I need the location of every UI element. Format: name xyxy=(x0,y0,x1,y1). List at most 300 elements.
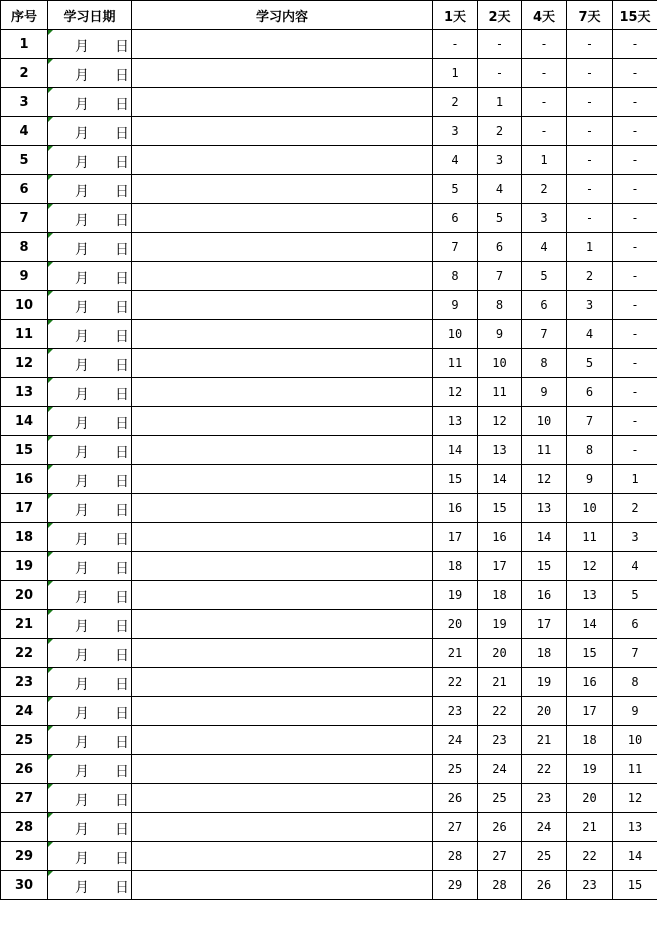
row-review-d7-cell[interactable]: 20 xyxy=(567,784,613,813)
row-review-d1-cell[interactable]: 23 xyxy=(433,697,478,726)
row-review-d7-cell[interactable]: 8 xyxy=(567,436,613,465)
row-content-cell[interactable] xyxy=(132,117,433,146)
row-seq-cell[interactable]: 11 xyxy=(1,320,48,349)
row-review-d1-cell[interactable]: 13 xyxy=(433,407,478,436)
row-review-d15-cell[interactable]: - xyxy=(613,233,657,262)
row-review-d15-cell[interactable]: - xyxy=(613,117,657,146)
row-review-d7-cell[interactable]: 2 xyxy=(567,262,613,291)
row-review-d2-cell[interactable]: 10 xyxy=(478,349,522,378)
row-review-d15-cell[interactable]: 11 xyxy=(613,755,657,784)
row-review-d7-cell[interactable]: - xyxy=(567,59,613,88)
row-review-d2-cell[interactable]: 24 xyxy=(478,755,522,784)
row-content-cell[interactable] xyxy=(132,30,433,59)
row-seq-cell[interactable]: 5 xyxy=(1,146,48,175)
row-seq-cell[interactable]: 19 xyxy=(1,552,48,581)
row-review-d1-cell[interactable]: 8 xyxy=(433,262,478,291)
row-review-d2-cell[interactable]: 28 xyxy=(478,871,522,900)
row-date-cell[interactable] xyxy=(48,407,132,436)
row-review-d4-cell[interactable]: - xyxy=(522,59,567,88)
header-day-2[interactable]: 2天 xyxy=(478,1,522,30)
row-review-d1-cell[interactable]: 17 xyxy=(433,523,478,552)
row-review-d4-cell[interactable]: - xyxy=(522,117,567,146)
comment-indicator-icon xyxy=(48,842,53,847)
comment-indicator-icon xyxy=(48,494,53,499)
row-review-d4-cell[interactable]: 10 xyxy=(522,407,567,436)
row-review-d1-cell[interactable]: 10 xyxy=(433,320,478,349)
row-date-cell[interactable] xyxy=(48,610,132,639)
row-review-d2-cell[interactable]: 22 xyxy=(478,697,522,726)
row-content-cell[interactable] xyxy=(132,233,433,262)
row-review-d4-cell[interactable]: 14 xyxy=(522,523,567,552)
row-review-d2-cell[interactable]: 3 xyxy=(478,146,522,175)
row-date-cell[interactable] xyxy=(48,465,132,494)
row-content-cell[interactable] xyxy=(132,581,433,610)
row-review-d1-cell[interactable]: 6 xyxy=(433,204,478,233)
row-review-d1-cell[interactable]: 25 xyxy=(433,755,478,784)
row-review-d7-cell[interactable]: 12 xyxy=(567,552,613,581)
row-review-d4-cell[interactable]: 20 xyxy=(522,697,567,726)
row-review-d1-cell[interactable]: 27 xyxy=(433,813,478,842)
row-content-cell[interactable] xyxy=(132,291,433,320)
row-review-d7-cell[interactable]: 13 xyxy=(567,581,613,610)
row-seq-cell[interactable]: 8 xyxy=(1,233,48,262)
table-row xyxy=(1,523,657,552)
row-review-d2-cell[interactable]: 11 xyxy=(478,378,522,407)
row-content-cell[interactable] xyxy=(132,204,433,233)
row-review-d7-cell[interactable]: 5 xyxy=(567,349,613,378)
row-review-d4-cell[interactable]: 12 xyxy=(522,465,567,494)
row-date-cell[interactable] xyxy=(48,117,132,146)
row-review-d4-cell[interactable]: 21 xyxy=(522,726,567,755)
row-review-d1-cell[interactable]: 16 xyxy=(433,494,478,523)
row-review-d1-cell[interactable]: 24 xyxy=(433,726,478,755)
row-review-d7-cell[interactable]: 21 xyxy=(567,813,613,842)
row-review-d7-cell[interactable]: - xyxy=(567,88,613,117)
row-seq-cell[interactable]: 4 xyxy=(1,117,48,146)
row-review-d1-cell[interactable]: 3 xyxy=(433,117,478,146)
row-review-d15-cell[interactable]: 2 xyxy=(613,494,657,523)
row-date-cell[interactable] xyxy=(48,88,132,117)
row-review-d7-cell[interactable]: 9 xyxy=(567,465,613,494)
row-review-d4-cell[interactable]: 24 xyxy=(522,813,567,842)
row-review-d1-cell[interactable]: 28 xyxy=(433,842,478,871)
row-review-d4-cell[interactable]: 25 xyxy=(522,842,567,871)
row-seq-cell[interactable]: 30 xyxy=(1,871,48,900)
row-review-d4-cell[interactable]: 7 xyxy=(522,320,567,349)
row-review-d7-cell[interactable]: 16 xyxy=(567,668,613,697)
row-review-d4-cell[interactable]: 1 xyxy=(522,146,567,175)
row-seq-cell[interactable]: 3 xyxy=(1,88,48,117)
row-date-cell[interactable] xyxy=(48,842,132,871)
day-label: 日 xyxy=(115,880,129,896)
row-date-cell[interactable] xyxy=(48,436,132,465)
row-review-d7-cell[interactable]: 19 xyxy=(567,755,613,784)
row-seq-cell[interactable]: 28 xyxy=(1,813,48,842)
row-review-d7-cell[interactable]: - xyxy=(567,30,613,59)
row-review-d15-cell[interactable]: 5 xyxy=(613,581,657,610)
row-seq-cell[interactable]: 18 xyxy=(1,523,48,552)
row-review-d4-cell[interactable]: 4 xyxy=(522,233,567,262)
row-review-d15-cell[interactable]: - xyxy=(613,30,657,59)
row-content-cell[interactable] xyxy=(132,494,433,523)
row-date-cell[interactable] xyxy=(48,233,132,262)
row-review-d1-cell[interactable]: 14 xyxy=(433,436,478,465)
row-review-d15-cell[interactable]: 7 xyxy=(613,639,657,668)
day-label: 日 xyxy=(115,329,129,345)
row-review-d1-cell[interactable]: 22 xyxy=(433,668,478,697)
row-seq-cell[interactable]: 6 xyxy=(1,175,48,204)
row-content-cell[interactable] xyxy=(132,349,433,378)
row-review-d2-cell[interactable]: 21 xyxy=(478,668,522,697)
row-content-cell[interactable] xyxy=(132,523,433,552)
table-row xyxy=(1,320,657,349)
row-review-d15-cell[interactable]: - xyxy=(613,320,657,349)
row-date-cell[interactable] xyxy=(48,262,132,291)
row-review-d15-cell[interactable]: 12 xyxy=(613,784,657,813)
day-label: 日 xyxy=(115,271,129,287)
row-seq-cell[interactable]: 24 xyxy=(1,697,48,726)
row-date-cell[interactable] xyxy=(48,784,132,813)
row-review-d7-cell[interactable]: - xyxy=(567,117,613,146)
table-row xyxy=(1,378,657,407)
row-seq-cell[interactable]: 23 xyxy=(1,668,48,697)
table-row xyxy=(1,842,657,871)
row-review-d4-cell[interactable]: 3 xyxy=(522,204,567,233)
row-review-d2-cell[interactable]: 9 xyxy=(478,320,522,349)
comment-indicator-icon xyxy=(48,610,53,615)
row-content-cell[interactable] xyxy=(132,697,433,726)
row-seq-cell[interactable]: 13 xyxy=(1,378,48,407)
month-label: 月 xyxy=(75,851,89,867)
table-row xyxy=(1,175,657,204)
row-review-d7-cell[interactable]: - xyxy=(567,146,613,175)
row-content-cell[interactable] xyxy=(132,146,433,175)
day-label: 日 xyxy=(115,97,129,113)
row-review-d4-cell[interactable]: 18 xyxy=(522,639,567,668)
row-review-d7-cell[interactable]: 11 xyxy=(567,523,613,552)
row-review-d1-cell[interactable]: 11 xyxy=(433,349,478,378)
row-content-cell[interactable] xyxy=(132,407,433,436)
row-review-d15-cell[interactable]: - xyxy=(613,349,657,378)
row-review-d7-cell[interactable]: 17 xyxy=(567,697,613,726)
row-content-cell[interactable] xyxy=(132,320,433,349)
row-review-d15-cell[interactable]: - xyxy=(613,88,657,117)
row-review-d2-cell[interactable]: 17 xyxy=(478,552,522,581)
row-content-cell[interactable] xyxy=(132,378,433,407)
row-review-d2-cell[interactable]: - xyxy=(478,30,522,59)
row-review-d2-cell[interactable]: 16 xyxy=(478,523,522,552)
row-review-d2-cell[interactable]: 4 xyxy=(478,175,522,204)
table-row xyxy=(1,262,657,291)
row-review-d2-cell[interactable]: 14 xyxy=(478,465,522,494)
row-seq-cell[interactable]: 21 xyxy=(1,610,48,639)
month-label: 月 xyxy=(75,677,89,693)
row-review-d2-cell[interactable]: 26 xyxy=(478,813,522,842)
row-seq-cell[interactable]: 2 xyxy=(1,59,48,88)
header-day-15[interactable]: 15天 xyxy=(613,1,657,30)
row-review-d1-cell[interactable]: 20 xyxy=(433,610,478,639)
row-review-d1-cell[interactable]: - xyxy=(433,30,478,59)
row-review-d2-cell[interactable]: 1 xyxy=(478,88,522,117)
row-review-d2-cell[interactable]: 13 xyxy=(478,436,522,465)
month-label: 月 xyxy=(75,532,89,548)
row-review-d15-cell[interactable]: - xyxy=(613,146,657,175)
table-row xyxy=(1,436,657,465)
row-date-cell[interactable] xyxy=(48,639,132,668)
row-review-d7-cell[interactable]: 7 xyxy=(567,407,613,436)
row-seq-cell[interactable]: 22 xyxy=(1,639,48,668)
row-content-cell[interactable] xyxy=(132,784,433,813)
month-label: 月 xyxy=(75,648,89,664)
row-review-d2-cell[interactable]: 5 xyxy=(478,204,522,233)
row-review-d7-cell[interactable]: 10 xyxy=(567,494,613,523)
row-content-cell[interactable] xyxy=(132,813,433,842)
comment-indicator-icon xyxy=(48,88,53,93)
row-review-d4-cell[interactable]: 9 xyxy=(522,378,567,407)
row-review-d1-cell[interactable]: 2 xyxy=(433,88,478,117)
row-review-d15-cell[interactable]: 9 xyxy=(613,697,657,726)
row-review-d4-cell[interactable]: 5 xyxy=(522,262,567,291)
row-content-cell[interactable] xyxy=(132,842,433,871)
row-seq-cell[interactable]: 14 xyxy=(1,407,48,436)
comment-indicator-icon xyxy=(48,784,53,789)
row-review-d15-cell[interactable]: - xyxy=(613,204,657,233)
month-label: 月 xyxy=(75,39,89,55)
row-review-d7-cell[interactable]: 1 xyxy=(567,233,613,262)
row-review-d7-cell[interactable]: - xyxy=(567,175,613,204)
row-date-cell[interactable] xyxy=(48,494,132,523)
row-content-cell[interactable] xyxy=(132,175,433,204)
month-label: 月 xyxy=(75,184,89,200)
row-review-d1-cell[interactable]: 5 xyxy=(433,175,478,204)
row-review-d15-cell[interactable]: - xyxy=(613,436,657,465)
row-content-cell[interactable] xyxy=(132,726,433,755)
row-review-d4-cell[interactable]: 2 xyxy=(522,175,567,204)
table-row xyxy=(1,117,657,146)
row-content-cell[interactable] xyxy=(132,610,433,639)
row-date-cell[interactable] xyxy=(48,291,132,320)
row-review-d15-cell[interactable]: 4 xyxy=(613,552,657,581)
row-review-d1-cell[interactable]: 7 xyxy=(433,233,478,262)
row-seq-cell[interactable]: 1 xyxy=(1,30,48,59)
row-content-cell[interactable] xyxy=(132,262,433,291)
row-content-cell[interactable] xyxy=(132,59,433,88)
row-content-cell[interactable] xyxy=(132,552,433,581)
row-review-d4-cell[interactable]: 6 xyxy=(522,291,567,320)
row-review-d7-cell[interactable]: 23 xyxy=(567,871,613,900)
comment-indicator-icon xyxy=(48,30,53,35)
row-seq-cell[interactable]: 15 xyxy=(1,436,48,465)
table-row xyxy=(1,639,657,668)
row-review-d2-cell[interactable]: 19 xyxy=(478,610,522,639)
row-review-d1-cell[interactable]: 9 xyxy=(433,291,478,320)
row-review-d1-cell[interactable]: 4 xyxy=(433,146,478,175)
row-date-cell[interactable] xyxy=(48,581,132,610)
row-review-d4-cell[interactable]: - xyxy=(522,30,567,59)
row-review-d2-cell[interactable]: 27 xyxy=(478,842,522,871)
row-review-d4-cell[interactable]: - xyxy=(522,88,567,117)
row-review-d7-cell[interactable]: 4 xyxy=(567,320,613,349)
day-label: 日 xyxy=(115,619,129,635)
header-day-1[interactable]: 1天 xyxy=(433,1,478,30)
day-label: 日 xyxy=(115,39,129,55)
row-seq-cell[interactable]: 9 xyxy=(1,262,48,291)
day-label: 日 xyxy=(115,242,129,258)
row-content-cell[interactable] xyxy=(132,639,433,668)
row-content-cell[interactable] xyxy=(132,465,433,494)
row-review-d1-cell[interactable]: 19 xyxy=(433,581,478,610)
month-label: 月 xyxy=(75,822,89,838)
row-review-d2-cell[interactable]: 12 xyxy=(478,407,522,436)
row-seq-cell[interactable]: 10 xyxy=(1,291,48,320)
month-label: 月 xyxy=(75,329,89,345)
row-review-d4-cell[interactable]: 15 xyxy=(522,552,567,581)
comment-indicator-icon xyxy=(48,436,53,441)
day-label: 日 xyxy=(115,358,129,374)
row-date-cell[interactable] xyxy=(48,871,132,900)
row-review-d15-cell[interactable]: - xyxy=(613,262,657,291)
row-date-cell[interactable] xyxy=(48,523,132,552)
row-review-d2-cell[interactable]: 25 xyxy=(478,784,522,813)
row-review-d1-cell[interactable]: 15 xyxy=(433,465,478,494)
row-content-cell[interactable] xyxy=(132,88,433,117)
row-seq-cell[interactable]: 16 xyxy=(1,465,48,494)
row-date-cell[interactable] xyxy=(48,668,132,697)
row-content-cell[interactable] xyxy=(132,755,433,784)
row-review-d15-cell[interactable]: 8 xyxy=(613,668,657,697)
row-date-cell[interactable] xyxy=(48,59,132,88)
row-review-d15-cell[interactable]: - xyxy=(613,407,657,436)
row-date-cell[interactable] xyxy=(48,552,132,581)
row-review-d4-cell[interactable]: 22 xyxy=(522,755,567,784)
month-label: 月 xyxy=(75,387,89,403)
row-review-d2-cell[interactable]: 18 xyxy=(478,581,522,610)
row-review-d7-cell[interactable]: 18 xyxy=(567,726,613,755)
row-date-cell[interactable] xyxy=(48,204,132,233)
row-seq-cell[interactable]: 7 xyxy=(1,204,48,233)
row-review-d2-cell[interactable]: 6 xyxy=(478,233,522,262)
day-label: 日 xyxy=(115,851,129,867)
day-label: 日 xyxy=(115,677,129,693)
row-review-d4-cell[interactable]: 23 xyxy=(522,784,567,813)
month-label: 月 xyxy=(75,242,89,258)
row-review-d2-cell[interactable]: 2 xyxy=(478,117,522,146)
table-row xyxy=(1,552,657,581)
row-review-d4-cell[interactable]: 11 xyxy=(522,436,567,465)
header-date[interactable]: 学习日期 xyxy=(48,1,132,30)
row-content-cell[interactable] xyxy=(132,436,433,465)
row-review-d15-cell[interactable]: - xyxy=(613,378,657,407)
row-review-d1-cell[interactable]: 1 xyxy=(433,59,478,88)
row-review-d4-cell[interactable]: 13 xyxy=(522,494,567,523)
row-date-cell[interactable] xyxy=(48,697,132,726)
month-label: 月 xyxy=(75,619,89,635)
row-review-d15-cell[interactable]: 14 xyxy=(613,842,657,871)
row-review-d1-cell[interactable]: 21 xyxy=(433,639,478,668)
row-review-d4-cell[interactable]: 16 xyxy=(522,581,567,610)
row-review-d1-cell[interactable]: 12 xyxy=(433,378,478,407)
row-seq-cell[interactable]: 20 xyxy=(1,581,48,610)
row-seq-cell[interactable]: 17 xyxy=(1,494,48,523)
header-day-4[interactable]: 4天 xyxy=(522,1,567,30)
month-label: 月 xyxy=(75,445,89,461)
row-review-d15-cell[interactable]: 10 xyxy=(613,726,657,755)
row-seq-cell[interactable]: 25 xyxy=(1,726,48,755)
row-review-d4-cell[interactable]: 8 xyxy=(522,349,567,378)
day-label: 日 xyxy=(115,706,129,722)
row-date-cell[interactable] xyxy=(48,146,132,175)
header-day-7[interactable]: 7天 xyxy=(567,1,613,30)
row-review-d7-cell[interactable]: 14 xyxy=(567,610,613,639)
header-seq[interactable]: 序号 xyxy=(1,1,48,30)
comment-indicator-icon xyxy=(48,204,53,209)
table-row xyxy=(1,146,657,175)
row-seq-cell[interactable]: 29 xyxy=(1,842,48,871)
row-review-d7-cell[interactable]: 15 xyxy=(567,639,613,668)
month-label: 月 xyxy=(75,561,89,577)
comment-indicator-icon xyxy=(48,262,53,267)
row-review-d1-cell[interactable]: 29 xyxy=(433,871,478,900)
day-label: 日 xyxy=(115,387,129,403)
row-review-d15-cell[interactable]: 15 xyxy=(613,871,657,900)
row-review-d15-cell[interactable]: 3 xyxy=(613,523,657,552)
row-review-d1-cell[interactable]: 18 xyxy=(433,552,478,581)
row-review-d7-cell[interactable]: 6 xyxy=(567,378,613,407)
row-date-cell[interactable] xyxy=(48,755,132,784)
comment-indicator-icon xyxy=(48,59,53,64)
row-review-d4-cell[interactable]: 26 xyxy=(522,871,567,900)
comment-indicator-icon xyxy=(48,320,53,325)
day-label: 日 xyxy=(115,822,129,838)
header-content[interactable]: 学习内容 xyxy=(132,1,433,30)
row-content-cell[interactable] xyxy=(132,871,433,900)
row-content-cell[interactable] xyxy=(132,668,433,697)
row-date-cell[interactable] xyxy=(48,320,132,349)
row-review-d2-cell[interactable]: 8 xyxy=(478,291,522,320)
day-label: 日 xyxy=(115,590,129,606)
row-review-d4-cell[interactable]: 19 xyxy=(522,668,567,697)
row-date-cell[interactable] xyxy=(48,726,132,755)
comment-indicator-icon xyxy=(48,552,53,557)
row-review-d15-cell[interactable]: - xyxy=(613,59,657,88)
row-date-cell[interactable] xyxy=(48,349,132,378)
row-review-d2-cell[interactable]: 20 xyxy=(478,639,522,668)
row-date-cell[interactable] xyxy=(48,175,132,204)
row-review-d2-cell[interactable]: - xyxy=(478,59,522,88)
row-review-d15-cell[interactable]: 6 xyxy=(613,610,657,639)
row-review-d2-cell[interactable]: 7 xyxy=(478,262,522,291)
row-seq-cell[interactable]: 27 xyxy=(1,784,48,813)
row-review-d7-cell[interactable]: - xyxy=(567,204,613,233)
row-seq-cell[interactable]: 12 xyxy=(1,349,48,378)
day-label: 日 xyxy=(115,532,129,548)
row-review-d15-cell[interactable]: - xyxy=(613,291,657,320)
row-date-cell[interactable] xyxy=(48,378,132,407)
row-date-cell[interactable] xyxy=(48,30,132,59)
row-review-d2-cell[interactable]: 23 xyxy=(478,726,522,755)
row-review-d15-cell[interactable]: 13 xyxy=(613,813,657,842)
row-review-d15-cell[interactable]: 1 xyxy=(613,465,657,494)
table-row xyxy=(1,871,657,900)
row-review-d1-cell[interactable]: 26 xyxy=(433,784,478,813)
row-review-d7-cell[interactable]: 3 xyxy=(567,291,613,320)
row-review-d2-cell[interactable]: 15 xyxy=(478,494,522,523)
row-review-d15-cell[interactable]: - xyxy=(613,175,657,204)
row-seq-cell[interactable]: 26 xyxy=(1,755,48,784)
row-review-d7-cell[interactable]: 22 xyxy=(567,842,613,871)
row-review-d4-cell[interactable]: 17 xyxy=(522,610,567,639)
row-date-cell[interactable] xyxy=(48,813,132,842)
